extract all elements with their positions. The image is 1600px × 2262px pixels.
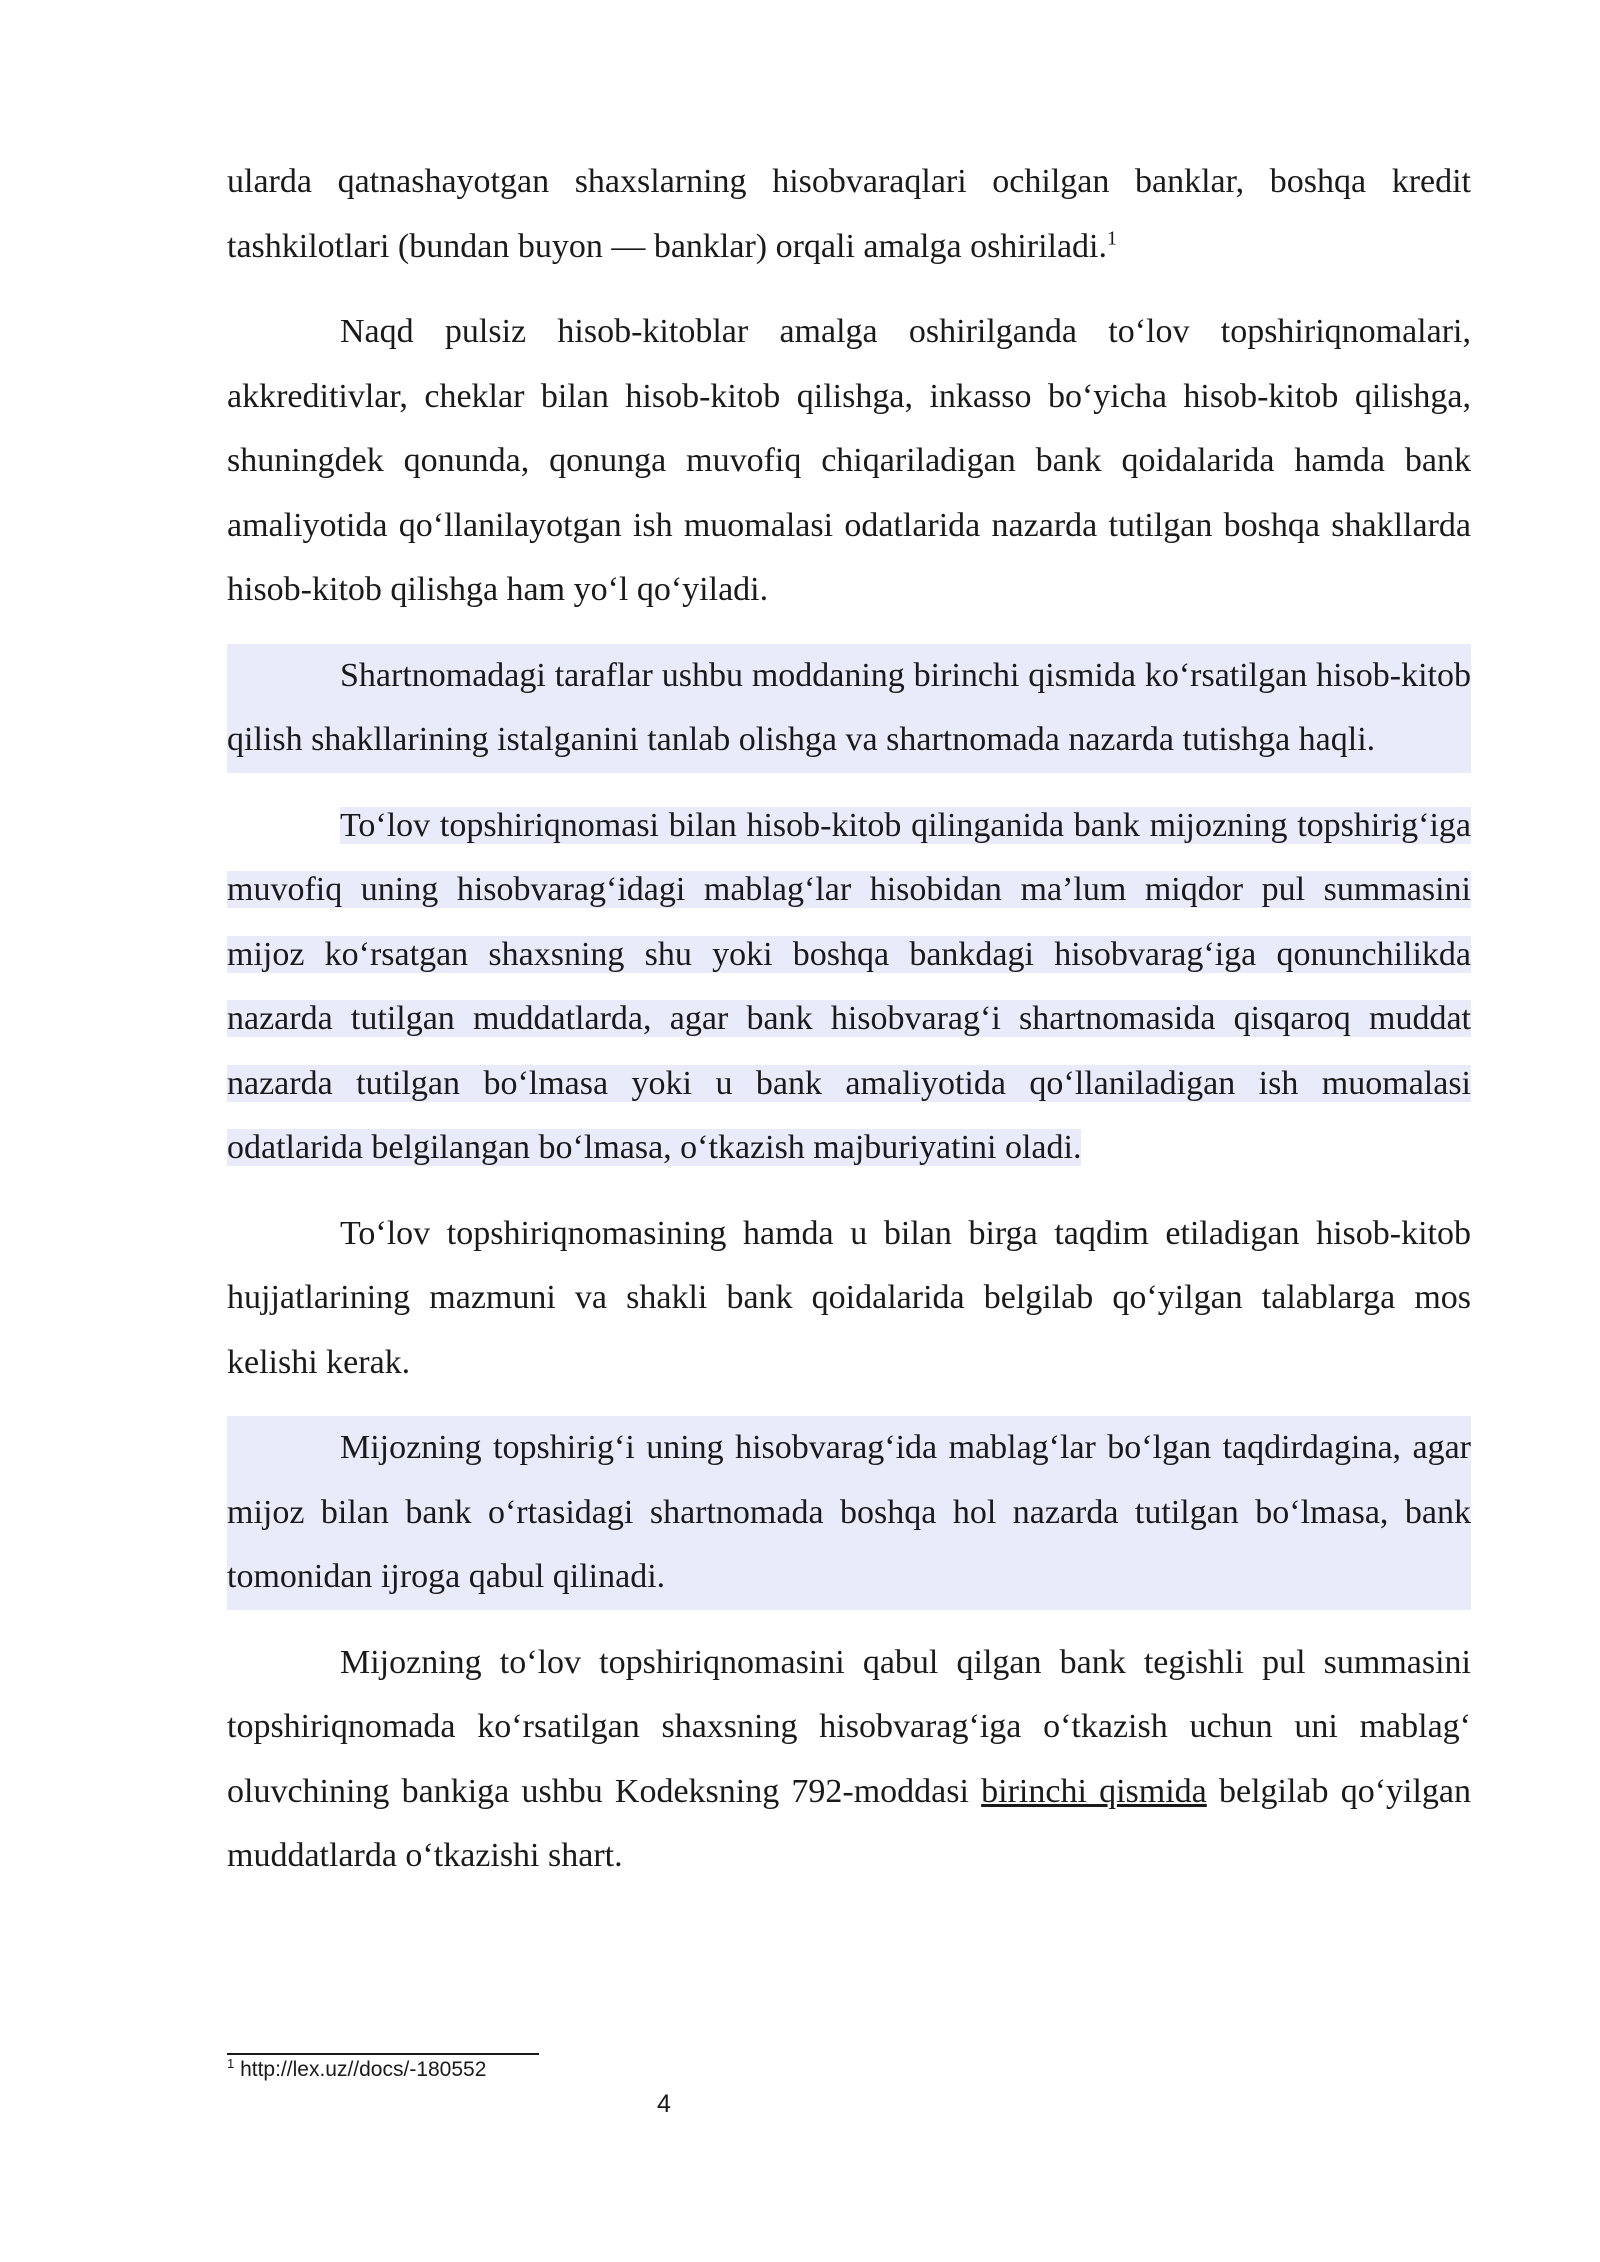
paragraph-2: Naqd pulsiz hisob-kitoblar amalga oshirilganda to‘lov topshiriqnomalari, akkreditivlar, cheklar bilan hisob-kitob qilishga, inkasso bo‘yicha hisob-kitob qilishga, shuningdek qonunda, qonunga muvofiq chiqariladigan bank qoidalarida hamda bank amaliyotida qo‘llanilayotgan ish muomalasi odatlarida nazarda tutilgan boshqa shakllarda hisob-kitob qilishga ham yo‘l qo‘yiladi. <box>227 313 1471 608</box>
paragraph-4-text: To‘lov topshiriqnomasi bilan hisob-kitob qilinganida bank mijozning topshirig‘iga muvofiq uning hisobvarag‘idagi mablag‘lar hisobidan ma’lum miqdor pul summasini mijoz ko‘rsatgan shaxsning shu yoki boshqa bankdagi hisobvarag‘iga qonunchilikda nazarda tutilgan muddatlarda, agar bank hisobvarag‘i shartnomasida qisqaroq muddat nazarda tutilgan bo‘lmasa yoki u bank amaliyotida qo‘llaniladigan ish muomalasi odatlarida belgilangan bo‘lmasa, o‘tkazish majburiyatini oladi. <box>227 806 1471 1166</box>
paragraph-1 <box>227 150 1471 279</box>
paragraph-7 <box>227 1631 1471 1889</box>
paragraph-3-highlighted: Shartnomadagi taraflar ushbu moddaning birinchi qismida ko‘rsatilgan hisob-kitob qilish shakllarining istalganini tanlab olishga va shartnomada nazarda tutishga haqli. <box>227 644 1471 773</box>
paragraph-1-text: ularda qatnashayotgan shaxslarning hisobvaraqlari ochilgan banklar, boshqa kredit tashkilotlari (bundan buyon — banklar) orqali amalga oshiriladi. <box>227 163 1471 265</box>
footnote-separator <box>227 2053 539 2055</box>
paragraph-7-text-end: belgilab qo‘yilgan muddatlarda o‘tkazishi shart. <box>227 1772 1472 1874</box>
footnote-url[interactable]: http://lex.uz//docs/-180552 <box>234 2058 487 2081</box>
footnote-number: 1 <box>227 2056 235 2071</box>
paragraph-6-highlighted: Mijozning topshirig‘i uning hisobvarag‘ida mablag‘lar bo‘lgan taqdirdagina, agar mijoz bilan bank o‘rtasidagi shartnomada boshqa hol nazarda tutilgan bo‘lmasa, bank tomonidan ijroga qabul qilinadi. <box>227 1416 1471 1610</box>
page-number: 4 <box>657 2090 671 2118</box>
paragraph-5: To‘lov topshiriqnomasining hamda u bilan birga taqdim etiladigan hisob-kitob hujjatlarining mazmuni va shakli bank qoidalarida belgilab qo‘yilgan talablarga mos kelishi kerak. <box>227 1214 1471 1381</box>
paragraph-7-text-start: Mijozning to‘lov topshiriqnomasini qabul qilgan bank tegishli pul summasini topshiriqnomada ko‘rsatilgan shaxsning hisobvarag‘iga o‘tkazish uchun uni mablag‘ oluvchining bankiga ushbu Kodeksning 792-moddasi <box>227 1643 1471 1810</box>
paragraph-4-highlighted <box>227 794 1471 1181</box>
article-part-link[interactable]: birinchi qismida <box>981 1772 1207 1810</box>
document-body <box>227 150 1471 1910</box>
footnote <box>227 2058 486 2082</box>
footnote-reference[interactable]: 1 <box>1107 227 1117 250</box>
